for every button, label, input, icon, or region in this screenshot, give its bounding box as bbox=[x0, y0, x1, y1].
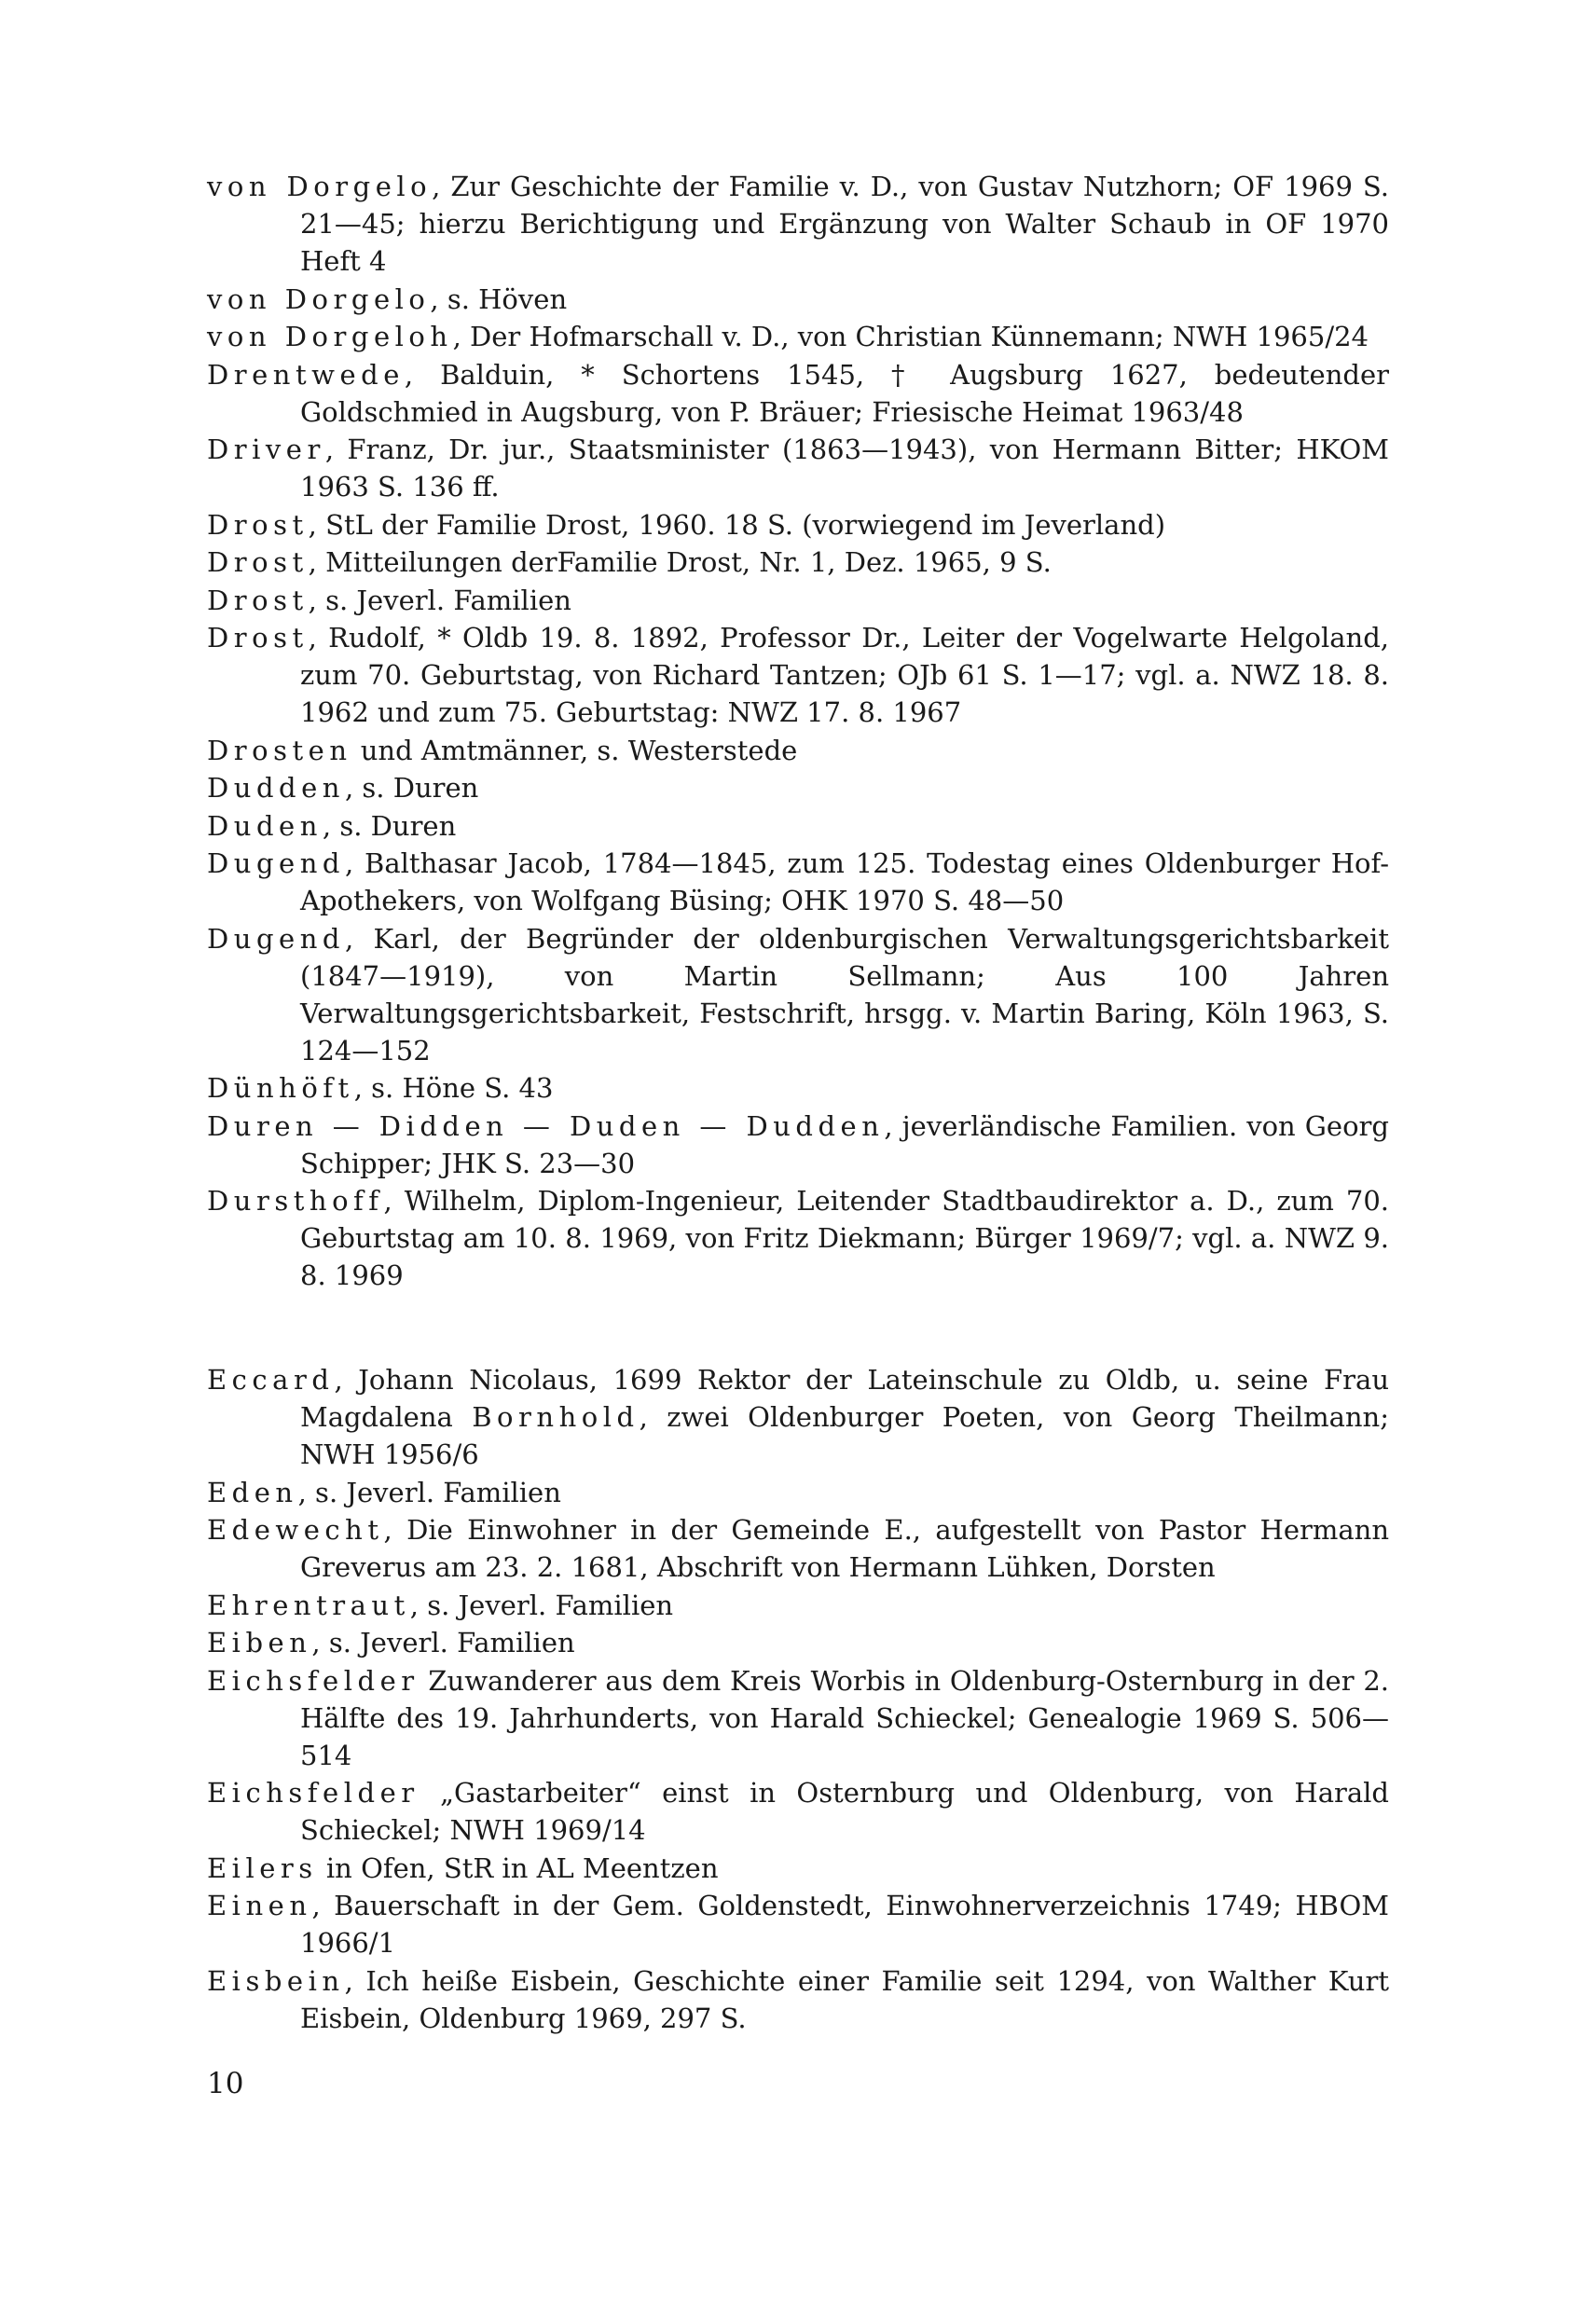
entry-text: , s. Jeverl. Familien bbox=[297, 1476, 561, 1508]
index-entry bbox=[207, 356, 1389, 431]
entry-keyword: Drentwede bbox=[207, 358, 405, 391]
entry-keyword: Bornhold bbox=[472, 1401, 640, 1433]
entry-text: , Der Hofmarschall v. D., von Christian Künnemann; NWH 1965/24 bbox=[452, 321, 1369, 352]
index-entry bbox=[207, 281, 1389, 318]
entry-keyword: Driver bbox=[207, 434, 325, 465]
entry-keyword: Eccard bbox=[207, 1364, 335, 1396]
entry-keyword: Einen bbox=[207, 1890, 312, 1921]
entry-keyword: von Dorgeloh bbox=[207, 321, 453, 352]
entry-text: , s. Jeverl. Familien bbox=[409, 1589, 674, 1621]
entry-text: , Bauerschaft in der Gem. Goldenstedt, Einwohnerverzeichnis 1749; HBOM 1966/1 bbox=[300, 1890, 1389, 1959]
entry-text: , s. Duren bbox=[344, 772, 479, 804]
entry-text: , Johann Nicolaus, 1699 Rektor der Lateinschule zu Oldb, u. seine Frau Magdalena bbox=[300, 1364, 1389, 1433]
entry-keyword: Drost bbox=[207, 508, 309, 541]
entry-keyword: Edewecht bbox=[207, 1514, 384, 1546]
entry-keyword: Eden bbox=[207, 1476, 298, 1508]
entry-keyword: Duren — Didden — Duden — Dudden bbox=[207, 1109, 885, 1142]
entry-text: und Amtmänner, s. Westerstede bbox=[351, 734, 798, 766]
index-entry bbox=[207, 168, 1389, 280]
entry-text: , Balduin, * Schortens 1545, † Augsburg 1627, bedeutender Goldschmied in Augsburg, von P. Bräuer; Friesische Heimat 1963/48 bbox=[300, 358, 1389, 428]
index-entry bbox=[207, 1962, 1389, 2037]
index-entry bbox=[207, 769, 1389, 806]
entry-keyword: Eiben bbox=[207, 1627, 312, 1658]
entry-text: , s. Duren bbox=[322, 809, 457, 842]
index-entry bbox=[207, 1887, 1389, 1961]
index-entry bbox=[207, 1474, 1389, 1511]
index-entry bbox=[207, 920, 1389, 1069]
entry-text: , Ich heiße Eisbein, Geschichte einer Familie seit 1294, von Walther Kurt Eisbein, Oldenburg 1969, 297 S. bbox=[300, 1964, 1389, 2034]
entry-keyword: Drost bbox=[207, 622, 309, 654]
entry-text: , jeverländische Familien. von Georg Schipper; JHK S. 23—30 bbox=[300, 1109, 1389, 1179]
entry-text: , StL der Familie Drost, 1960. 18 S. (vorwiegend im Jeverland) bbox=[308, 508, 1166, 541]
entry-text: , s. Jeverl. Familien bbox=[308, 584, 571, 616]
entry-text: , Zur Geschichte der Familie v. D., von Gustav Nutzhorn; OF 1969 S. 21—45; hierzu Berichtigung und Ergänzung von Walter Schaub in OF 1970 Heft 4 bbox=[300, 171, 1389, 277]
entry-keyword: Duden bbox=[207, 809, 323, 842]
index-entry bbox=[207, 1511, 1389, 1586]
entry-text: , Mitteilungen derFamilie Drost, Nr. 1, Dez. 1965, 9 S. bbox=[308, 546, 1052, 578]
index-entry bbox=[207, 1850, 1389, 1887]
entries-section-d bbox=[207, 168, 1389, 1294]
entry-keyword: Drost bbox=[207, 584, 309, 616]
index-entry bbox=[207, 1587, 1389, 1624]
entry-text: , Rudolf, * Oldb 19. 8. 1892, Professor Dr., Leiter der Vogelwarte Helgoland, zum 70. Geburtstag, von Richard Tantzen; OJb 61 S. 1—17; vgl. a. NWZ 18. 8. 1962 und zum 75. Geburtstag: NWZ 17. 8. 1967 bbox=[300, 622, 1389, 728]
entry-text: , Balthasar Jacob, 1784—1845, zum 125. Todestag eines Oldenburger Hof-Apothekers, von Wolfgang Büsing; OHK 1970 S. 48—50 bbox=[300, 847, 1389, 916]
index-entry bbox=[207, 582, 1389, 619]
entries-section-e bbox=[207, 1361, 1389, 2037]
index-entry bbox=[207, 431, 1389, 505]
entry-keyword: von Dorgelo bbox=[207, 282, 431, 315]
entry-keyword: Eilers bbox=[207, 1851, 318, 1884]
entry-keyword: Eichsfelder bbox=[207, 1777, 420, 1809]
entry-keyword: Dudden bbox=[207, 772, 345, 804]
entry-keyword: Dünhöft bbox=[207, 1072, 354, 1104]
entry-text: , Karl, der Begründer der oldenburgischen Verwaltungsgerichtsbarkeit (1847—1919), von Martin Sellmann; Aus 100 Jahren Verwaltungsgerichtsbarkeit, Festschrift, hrsgg. v. Martin Baring, Köln 1963, S. 124—152 bbox=[300, 922, 1389, 1067]
entry-keyword: Dursthoff bbox=[207, 1185, 384, 1217]
entry-keyword: Eichsfelder bbox=[207, 1664, 420, 1697]
entry-keyword: Drost bbox=[207, 546, 309, 578]
index-entry bbox=[207, 1108, 1389, 1182]
index-entry bbox=[207, 1361, 1389, 1473]
entry-text: , Wilhelm, Diplom-Ingenieur, Leitender Stadtbaudirektor a. D., zum 70. Geburtstag am 10. 8. 1969, von Fritz Diekmann; Bürger 1969/7; vgl. a. NWZ 9. 8. 1969 bbox=[300, 1185, 1389, 1291]
index-entry bbox=[207, 1662, 1389, 1774]
entry-text: „Gastarbeiter“ einst in Osternburg und Oldenburg, von Harald Schieckel; NWH 1969/14 bbox=[300, 1777, 1389, 1846]
entry-keyword: von Dorgelo bbox=[207, 171, 433, 202]
entry-text: in Ofen, StR in AL Meentzen bbox=[317, 1851, 719, 1884]
index-entry bbox=[207, 807, 1389, 845]
entry-keyword: Ehrentraut bbox=[207, 1589, 410, 1621]
entry-text: , s. Höven bbox=[430, 282, 568, 315]
index-entry bbox=[207, 318, 1389, 355]
entry-text: , Franz, Dr. jur., Staatsminister (1863—1943), von Hermann Bitter; HKOM 1963 S. 136 ff. bbox=[300, 434, 1389, 502]
index-entry bbox=[207, 1069, 1389, 1107]
index-entry bbox=[207, 1774, 1389, 1849]
entry-text: Zuwanderer aus dem Kreis Worbis in Oldenburg-Osternburg in der 2. Hälfte des 19. Jahrhunderts, von Harald Schieckel; Genealogie 1969 S. 506—514 bbox=[300, 1664, 1389, 1771]
entry-keyword: Drosten bbox=[207, 734, 352, 766]
index-entry bbox=[207, 732, 1389, 769]
page-number: 10 bbox=[207, 2067, 244, 2100]
entry-keyword: Dugend bbox=[207, 922, 345, 955]
entry-text: , s. Jeverl. Familien bbox=[311, 1627, 575, 1658]
index-entry bbox=[207, 506, 1389, 544]
index-entry bbox=[207, 1624, 1389, 1661]
entry-text: , Die Einwohner in der Gemeinde E., aufgestellt von Pastor Hermann Greverus am 23. 2. 1681, Abschrift von Hermann Lühken, Dorsten bbox=[300, 1514, 1389, 1583]
entry-keyword: Eisbein bbox=[207, 1964, 345, 1997]
entry-keyword: Dugend bbox=[207, 847, 345, 879]
entry-text: , s. Höne S. 43 bbox=[353, 1072, 554, 1104]
entry-text: , zwei Oldenburger Poeten, von Georg Theilmann; NWH 1956/6 bbox=[300, 1401, 1389, 1470]
index-entry bbox=[207, 845, 1389, 919]
index-entry bbox=[207, 619, 1389, 731]
index-entry bbox=[207, 544, 1389, 581]
index-entry bbox=[207, 1182, 1389, 1294]
